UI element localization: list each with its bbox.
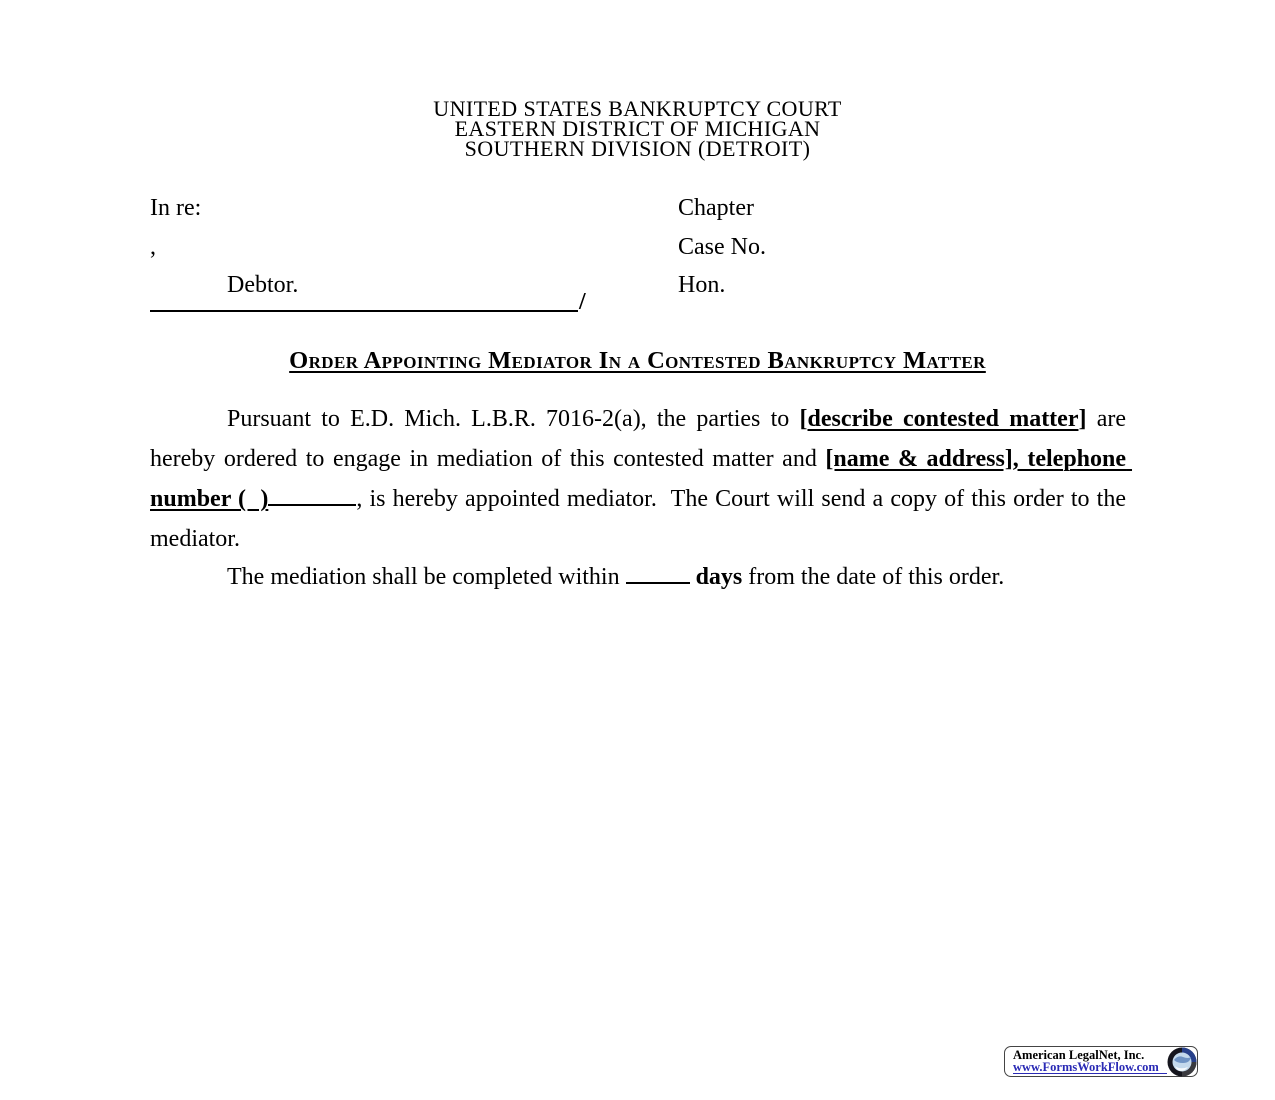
p1-bracket-open: [ [799, 406, 808, 432]
court-district: EASTERN DISTRICT OF MICHIGAN [454, 116, 821, 141]
court-name: UNITED STATES BANKRUPTCY COURT [433, 96, 842, 121]
order-title [0, 347, 1275, 375]
p1-text-1: Pursuant to E.D. Mich. L.B.R. 7016-2(a), the parties to [227, 406, 800, 432]
honorable-label: Hon. [678, 272, 726, 298]
p1-text-3: , is hereby appointed mediator. The Court will send a copy of this order to the mediator. [150, 486, 1132, 552]
case-no-label: Case No. [678, 234, 766, 260]
debtor-name-comma: , [150, 234, 156, 260]
p1-text-2: are hereby ordered to engage in mediation of this contested matter and [150, 406, 1132, 472]
p2-text-1: The mediation shall be completed within [227, 564, 626, 591]
legalnet-company-name: American LegalNet, Inc. [1013, 1048, 1145, 1062]
p1-bracket-close: ] [1078, 406, 1087, 432]
days-blank[interactable] [626, 557, 690, 584]
order-paragraph-1 [150, 400, 1133, 559]
p2-days-label: days [695, 564, 743, 591]
debtor-label: Debtor. [227, 272, 299, 298]
court-header [0, 96, 1275, 161]
order-title-text: Order Appointing Mediator In a Contested Bankruptcy Matter [289, 347, 986, 374]
in-re-label: In re: [150, 195, 202, 221]
p1-mediator-name-placeholder: [name & address], telephone number ( ) [150, 445, 1133, 513]
legalnet-globe-icon [1167, 1047, 1197, 1077]
caption-signature-rule [150, 284, 578, 312]
caption-slash: / [579, 289, 586, 315]
court-division: SOUTHERN DIVISION (DETROIT) [464, 136, 811, 161]
phone-number-blank[interactable] [268, 479, 356, 506]
formsworkflow-link[interactable]: www.FormsWorkFlow.com [1013, 1061, 1167, 1074]
legalnet-badge [1004, 1046, 1198, 1077]
chapter-label: Chapter [678, 195, 754, 221]
p1-describe-matter-placeholder: describe contested matter [807, 406, 1079, 432]
p2-text-2: from the date of this order. [742, 564, 1005, 591]
order-paragraph-2 [150, 557, 1126, 598]
legalnet-badge-text [1005, 1049, 1167, 1074]
